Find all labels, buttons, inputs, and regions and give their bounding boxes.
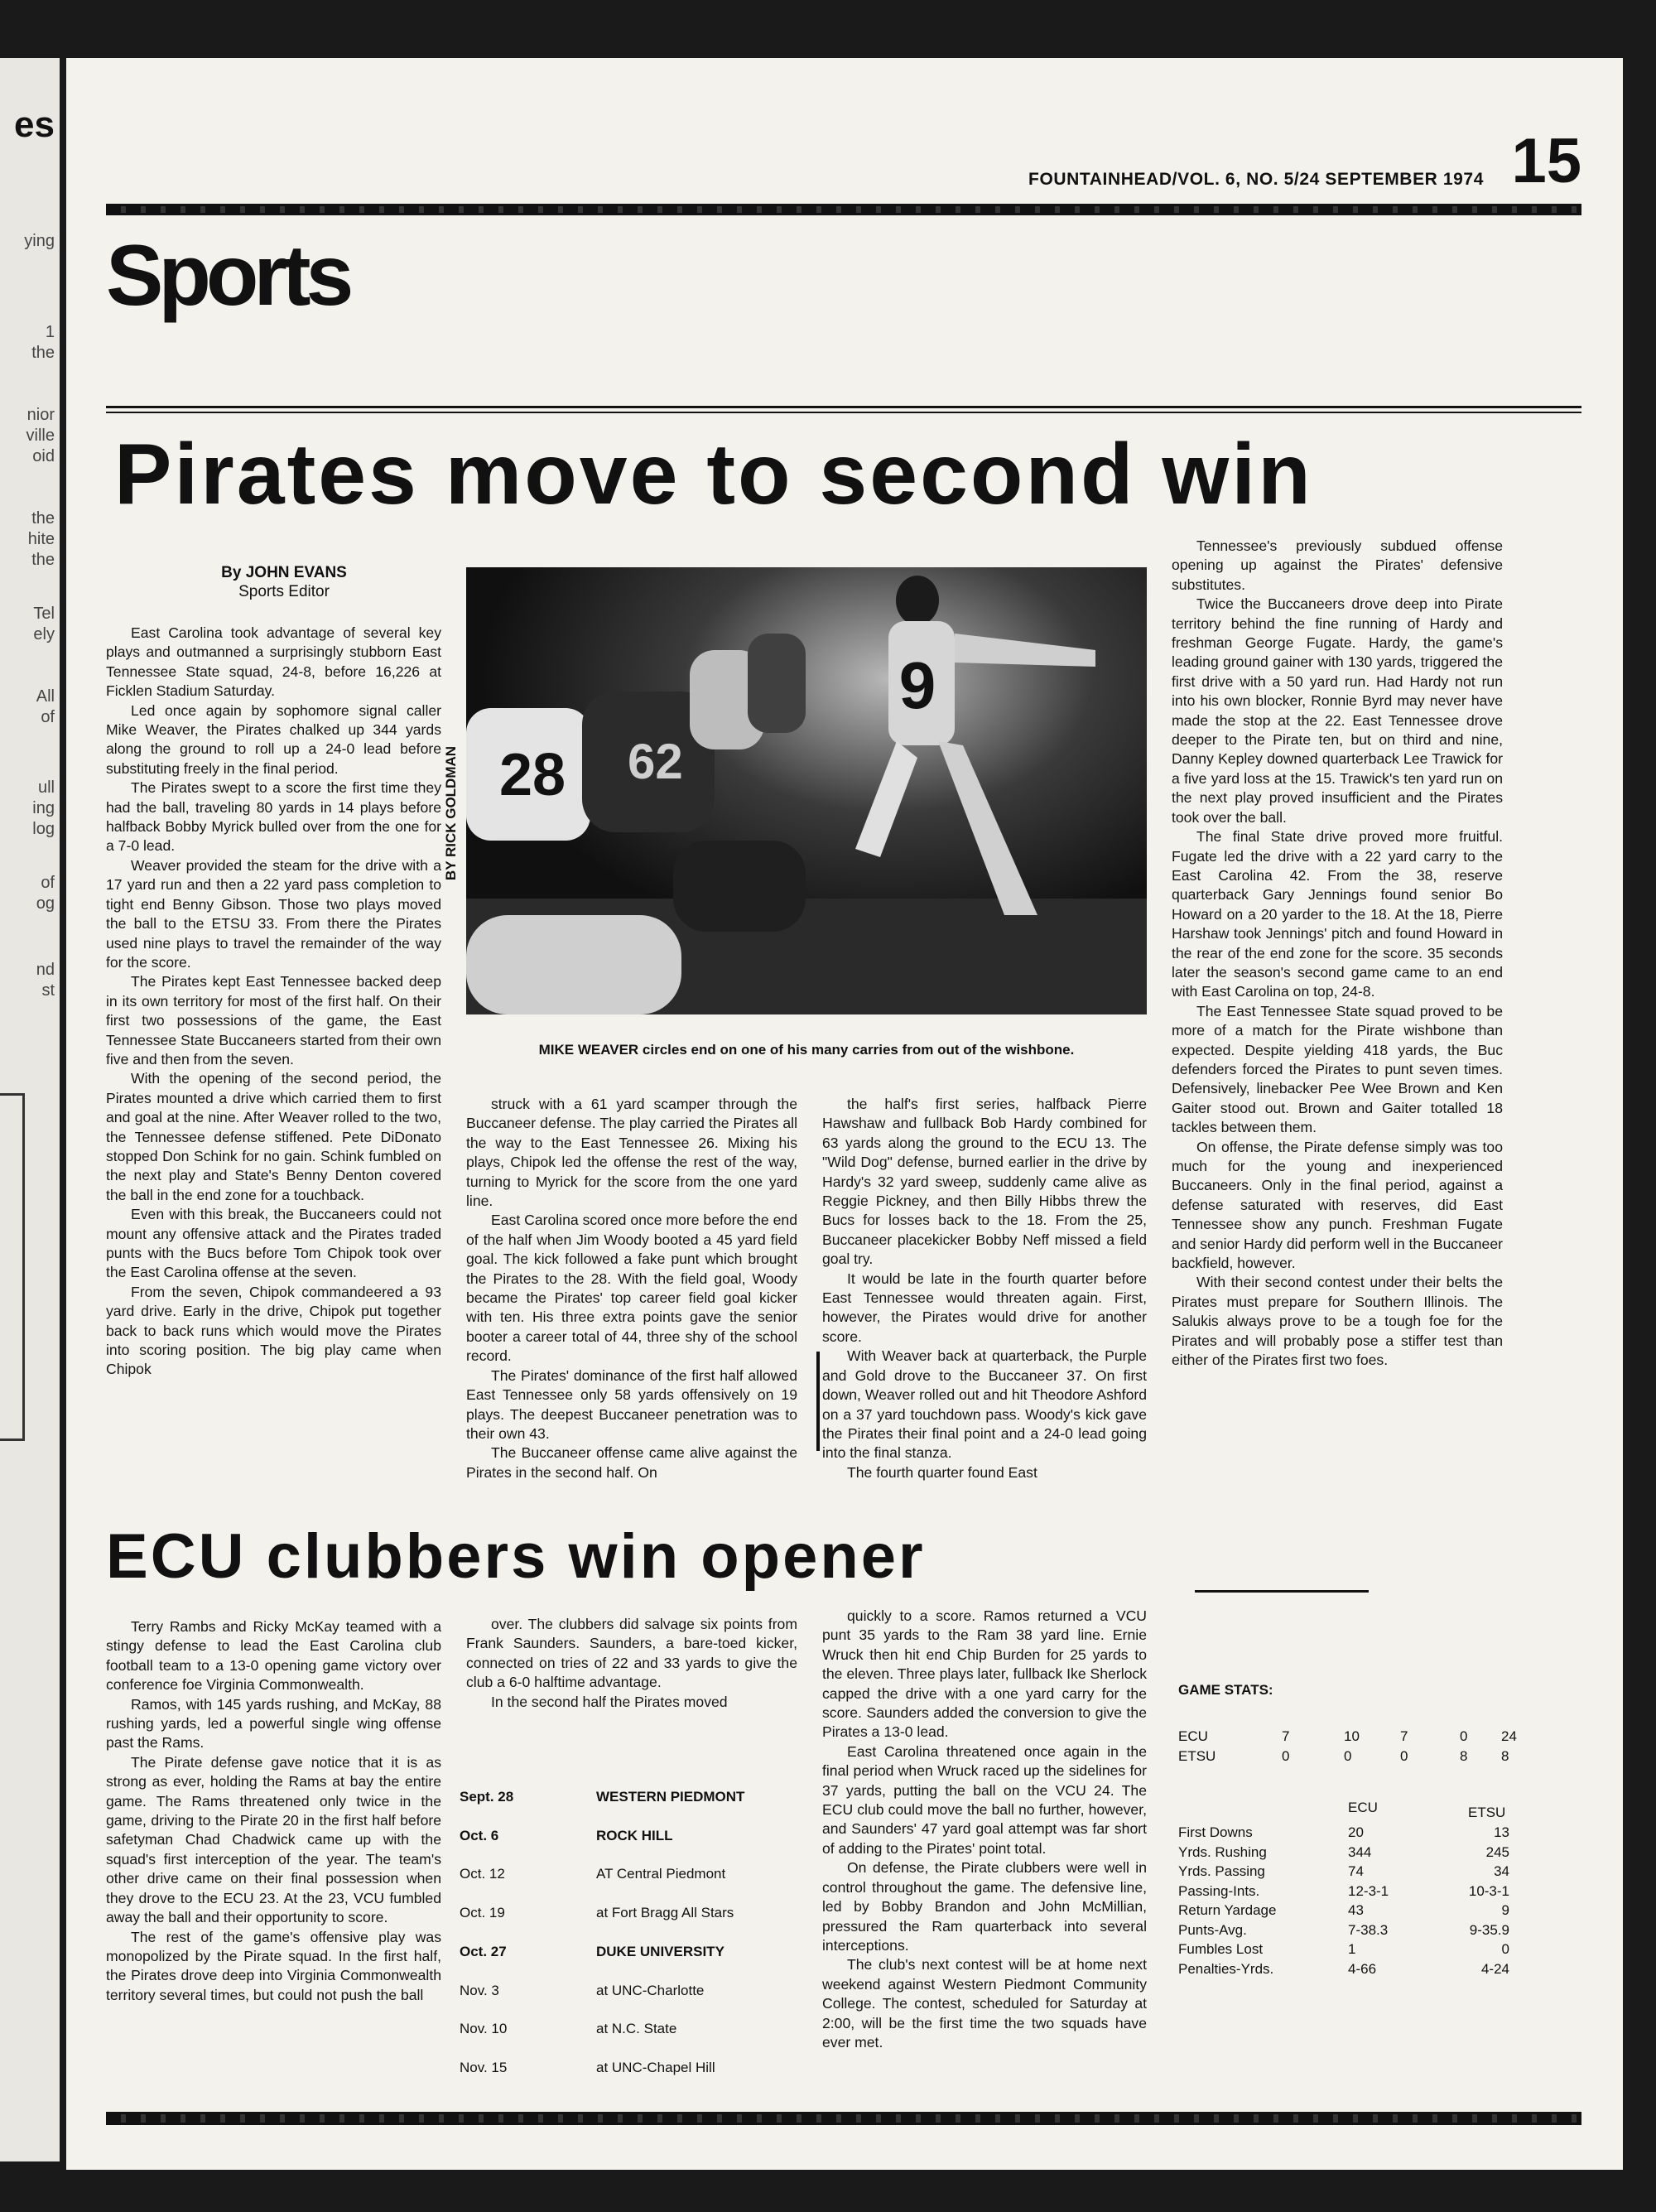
schedule-row <box>460 2021 799 2046</box>
paragraph: With their second contest under their belts the Pirates must prepare for Southern Illinois. The Salukis always prove to be a tough foe for the Pirates and will probably pose a stiffer test than either of the Pirates first two foes. <box>1172 1274 1503 1369</box>
schedule-date: Nov. 3 <box>460 1982 499 1998</box>
paragraph: Weaver provided the steam for the drive with a 17 yard run and then a 22 yard pass completion to tight end Benny Gibson. Those two plays moved the ball to the ETSU 33. From there the Pirates used nine plays to travel the remainder of the way for the score. <box>106 856 441 971</box>
stats-etsu-value: 10-3-1 <box>1468 1882 1509 1899</box>
paragraph: quickly to a score. Ramos returned a VCU punt 35 yards to the Ram 38 yard line. Ernie Wruck then hit end Chip Burden for 25 yards to the eleven. Three plays later, fullback Ike Sherlock capped the drive with a one yard carry for the score. Saunders added the conversion to give the Pirates a 13-0 lead. <box>822 1607 1147 1741</box>
paragraph: struck with a 61 yard scamper through the Buccaneer defense. The play carried the Pirates all the way to the East Tennessee 26. Mixing his plays, Chipok led the offense the rest of the way, turning to Myrick for the score from the one yard line. <box>466 1096 797 1210</box>
stats-etsu-value: 9-35.9 <box>1469 1921 1509 1938</box>
stats-ecu-value: 43 <box>1348 1902 1364 1918</box>
paragraph: East Carolina took advantage of several key plays and outmanned a surprisingly stubborn East Tennessee State squad, 24-8, before 16,226 at Ficklen Stadium Saturday. <box>106 624 441 700</box>
story2-column-2 <box>466 1615 797 1723</box>
quarter-score: 0 <box>1282 1748 1290 1764</box>
paragraph: The Pirates swept to a score the first time they had the ball, traveling 80 yards in 14 plays before halfback Bobby Myrick bulled over from the one for a 7-0 lead. <box>106 779 441 855</box>
photo-caption: MIKE WEAVER circles end on one of his many carries from out of the wishbone. <box>538 1042 1075 1058</box>
newspaper-page <box>66 58 1623 2170</box>
stats-divider <box>1195 1590 1369 1593</box>
adjacent-page-fragment: nd <box>36 961 55 979</box>
stats-row <box>1178 1901 1509 1921</box>
adjacent-page-fragment: of <box>41 708 55 726</box>
svg-text:62: 62 <box>628 734 683 789</box>
paragraph: Tennessee's previously subdued offense opening up against the Pirates' defensive substitutes. <box>1172 537 1503 593</box>
football-photo <box>466 567 1147 1014</box>
score-row <box>1178 1747 1509 1767</box>
schedule-row <box>460 1983 799 2007</box>
adjacent-page-fragment: og <box>36 894 55 913</box>
adjacent-page-fragment: es <box>14 104 55 145</box>
total-score: 8 <box>1501 1748 1509 1764</box>
paragraph: With Weaver back at quarterback, the Purple and Gold drove to the Buccaneer 37. On first down, Weaver rolled out and hit Theodore Ashford on a 37 yard touchdown pass. Woody's kick gave the Pirates their final point and a 24-0 lead going into the final stanza. <box>822 1347 1147 1462</box>
photo-illustration <box>466 567 1147 1014</box>
schedule-date: Sept. 28 <box>460 1789 514 1805</box>
adjacent-page-fragment: ville <box>26 426 55 445</box>
paragraph: Led once again by sophomore signal caller Mike Weaver, the Pirates chalked up 344 yards along the ground to roll up a 24-0 lead before substituting freely in the final period. <box>106 701 441 777</box>
schedule-date: Oct. 12 <box>460 1866 505 1882</box>
schedule-row <box>460 1789 799 1814</box>
schedule-row <box>460 1944 799 1969</box>
adjacent-page-fragment: log <box>32 820 55 838</box>
stats-ecu-value: 74 <box>1348 1863 1364 1879</box>
schedule-date: Oct. 27 <box>460 1943 507 1959</box>
adjacent-page-fragment: hite <box>27 530 55 548</box>
quarter-score: 7 <box>1400 1728 1408 1744</box>
top-rule <box>106 204 1581 215</box>
schedule-opponent: at Fort Bragg All Stars <box>596 1905 734 1921</box>
stats-ecu-value: 1 <box>1348 1941 1356 1957</box>
schedule-opponent: at UNC-Chapel Hill <box>596 2059 715 2075</box>
adjacent-page-fragment: All <box>36 687 55 706</box>
story1-column-4 <box>1172 537 1503 1511</box>
stats-label: Penalties-Yrds. <box>1178 1960 1274 1977</box>
stats-header-ecu: ECU <box>1348 1800 1378 1815</box>
byline-name: By JOHN EVANS <box>221 564 347 581</box>
stats-etsu-value: 4-24 <box>1480 1960 1509 1977</box>
schedule-date: Nov. 10 <box>460 2021 508 2037</box>
adjacent-page-strip <box>0 58 60 2161</box>
page-number: 15 <box>1511 126 1581 196</box>
adjacent-page-fragment: oid <box>32 447 55 465</box>
game-stats-title: GAME STATS: <box>1178 1682 1273 1698</box>
paragraph: The Pirates kept East Tennessee backed deep in its own territory for most of the first half. On their first two possessions of the game, the East Tennessee State Buccaneers started from their own five and then from the seven. <box>106 973 441 1067</box>
adjacent-page-fragment: ying <box>24 232 55 250</box>
story2-headline: ECU clubbers win opener <box>106 1521 926 1592</box>
stats-etsu-value: 0 <box>1501 1941 1509 1957</box>
photo-credit-text: BY RICK GOLDMAN <box>443 745 459 881</box>
story2-column-3 <box>822 1607 1147 2091</box>
story2-column-1 <box>106 1617 441 2089</box>
adjacent-page-fragment: Tel <box>33 605 55 623</box>
adjacent-page-fragment: the <box>31 551 55 569</box>
paragraph: The Buccaneer offense came alive against the Pirates in the second half. On <box>466 1444 797 1481</box>
paragraph: Terry Rambs and Ricky McKay teamed with a stingy defense to lead the East Carolina club football team to a 13-0 opening game victory over conference foe Virginia Commonwealth. <box>106 1618 441 1694</box>
paragraph: Even with this break, the Buccaneers could not mount any offensive attack and the Pirates traded punts with the Bucs before Tom Chipok took over the East Carolina offense at the seven. <box>106 1206 441 1281</box>
score-team: ECU <box>1178 1728 1208 1744</box>
svg-text:9: 9 <box>898 648 936 722</box>
story1-headline: Pirates move to second win <box>114 426 1313 523</box>
paragraph: The final State drive proved more fruitful. Fugate led the drive with a 22 yard carry to the East Carolina 42. From the 38, reserve quarterback Gary Jennings found senior Bo Howard on a 20 yarder to the 18. At the 18, Pierre Harshaw took Jennings' pitch and found Howard in the rear of the end zone for the score. 35 seconds later the season's second game came to an end with East Carolina on top, 24-8. <box>1172 828 1503 1000</box>
stats-label: Return Yardage <box>1178 1902 1277 1918</box>
quarter-score: 10 <box>1344 1728 1360 1744</box>
stats-label: Fumbles Lost <box>1178 1941 1264 1957</box>
bottom-rule <box>106 2112 1581 2125</box>
score-row <box>1178 1728 1517 1747</box>
stats-ecu-value: 7-38.3 <box>1348 1921 1389 1938</box>
story1-column-2 <box>466 1095 797 1509</box>
score-team: ETSU <box>1178 1748 1216 1764</box>
stats-etsu-value: 245 <box>1485 1843 1509 1860</box>
column-bracket <box>816 1352 820 1451</box>
stats-row <box>1178 1921 1509 1941</box>
paragraph: On defense, the Pirate clubbers were well in control throughout the game. The defensive line, led by Bobby Brandon and John McMillian, pressured the Ram quarterback into several interceptions. <box>822 1859 1147 1954</box>
schedule-row <box>460 1905 799 1930</box>
paragraph: Ramos, with 145 yards rushing, and McKay, 88 rushing yards, led a powerful single wing offense past the Rams. <box>106 1695 441 1752</box>
paragraph: the half's first series, halfback Pierre Hawshaw and fullback Bob Hardy combined for 63 yards along the ground to the ECU 13. The "Wild Dog" defense, burned earlier in the drive by Hardy's 32 yard sweep, suddenly came alive as Reggie Pickney, and then Billy Hibbs threw the Bucs for losses back to the 18. From the 25, Buccaneer placekicker Bobby Neff missed a field goal try. <box>822 1096 1147 1268</box>
stats-row <box>1178 1960 1509 1980</box>
adjacent-page-fragment: ely <box>33 625 55 643</box>
paragraph: The club's next contest will be at home next weekend against Western Piedmont Community College. The contest, scheduled for Saturday at 2:00, will be the first time the two squads have ever met. <box>822 1956 1147 2051</box>
schedule-date: Oct. 6 <box>460 1827 499 1843</box>
svg-text:28: 28 <box>499 742 566 808</box>
paragraph: In the second half the Pirates moved <box>491 1693 728 1710</box>
adjacent-page-fragment: ing <box>32 799 55 817</box>
schedule-opponent: at N.C. State <box>596 2021 677 2037</box>
quarter-score: 0 <box>1460 1728 1468 1744</box>
adjacent-page-box <box>0 1093 25 1441</box>
paragraph: The rest of the game's offensive play was monopolized by the Pirate squad. In the first half, the Pirates drove deep into Virginia Commonwealth territory several times, but could not push the ball <box>106 1928 441 2003</box>
stats-label: First Downs <box>1178 1824 1253 1840</box>
schedule-opponent: AT Central Piedmont <box>596 1866 726 1882</box>
quarter-score: 0 <box>1344 1748 1352 1764</box>
stats-etsu-value: 34 <box>1494 1863 1509 1879</box>
quarter-score: 0 <box>1400 1748 1408 1764</box>
paragraph: The Pirates' dominance of the first half allowed East Tennessee only 58 yards offensively on 19 plays. The deepest Buccaneer penetration was to their own 43. <box>466 1366 797 1442</box>
section-rule <box>106 406 1581 413</box>
schedule-opponent: ROCK HILL <box>596 1827 673 1843</box>
stats-header-etsu: ETSU <box>1468 1805 1506 1820</box>
section-title: Sports <box>106 228 349 324</box>
schedule-opponent: WESTERN PIEDMONT <box>596 1789 745 1805</box>
stats-row <box>1178 1882 1509 1902</box>
issue-line: FOUNTAINHEAD/VOL. 6, NO. 5/24 SEPTEMBER 1974 <box>1028 170 1484 189</box>
schedule-date: Nov. 15 <box>460 2059 508 2075</box>
quarter-score: 8 <box>1460 1748 1468 1764</box>
stats-etsu-value: 9 <box>1501 1902 1509 1918</box>
stats-ecu-value: 344 <box>1348 1843 1372 1860</box>
adjacent-page-fragment: st <box>41 981 55 1000</box>
paragraph: Twice the Buccaneers drove deep into Pirate territory behind the fine running of Hardy and freshman George Fugate. Hardy, the game's leading ground gainer with 130 yards, triggered the first drive with a 50 yard run. Had Hardy not run into his own blocker, Ronnie Byrd may never have made the stop at the 22. East Tennessee drove deeper to the Pirate ten, but on third and nine, Danny Kepley downed quarterback Lee Trawick for a five yard loss at the 15. Trawick's ten yard run on the next play proved insufficient and the Pirates took over the ball. <box>1172 595 1503 826</box>
photo-credit <box>440 729 462 903</box>
adjacent-page-fragment: ull <box>37 778 55 797</box>
stats-label: Yrds. Rushing <box>1178 1843 1267 1860</box>
stats-row <box>1178 1843 1509 1863</box>
story1-column-1 <box>106 624 441 1508</box>
total-score: 24 <box>1501 1728 1517 1744</box>
stats-ecu-value: 4-66 <box>1348 1960 1377 1977</box>
schedule-row <box>460 1828 799 1853</box>
stats-etsu-value: 13 <box>1494 1824 1509 1840</box>
paragraph: With the opening of the second period, the Pirates mounted a drive which carried them to first and goal at the nine. After Weaver rolled to the two, the Tennessee defense stiffened. Pete DiDonato stopped Don Schink for no gain. Schink fumbled on the next play and State's Benny Denton covered the ball in the end zone for a touchback. <box>106 1070 441 1203</box>
byline-title: Sports Editor <box>238 583 330 600</box>
schedule-row <box>460 2060 799 2084</box>
stats-row <box>1178 1824 1509 1843</box>
paragraph: The East Tennessee State squad proved to be more of a match for the Pirate wishbone than expected. Despite yielding 418 yards, the Buc defenders forced the Pirates to punt seven times. Defensively, linebacker Pee Wee Brown and Ken Gaiter stood out. Brown and Gaiter totalled 18 tackles between them. <box>1172 1002 1503 1136</box>
paragraph: From the seven, Chipok commandeered a 93 yard drive. Early in the drive, Chipok put together back to back runs which would move the Pirates into scoring position. The big play came when Chipok <box>106 1283 441 1378</box>
adjacent-page-fragment: the <box>31 509 55 528</box>
stats-ecu-value: 12-3-1 <box>1348 1882 1389 1899</box>
stats-label: Punts-Avg. <box>1178 1921 1247 1938</box>
schedule-opponent: DUKE UNIVERSITY <box>596 1943 724 1959</box>
paragraph: The Pirate defense gave notice that it is as strong as ever, holding the Rams at bay the entire game. The Rams threatened only twice in the game, driving to the Pirate 20 in the first half before safetyman Chad Chadwick came up with the squad's first interception of the year. The team's other drive came on their final possession when they drove to the ECU 23. At the 23, VCU fumbled away the ball and their opportunity to score. <box>106 1753 441 1926</box>
adjacent-page-fragment: the <box>31 344 55 362</box>
quarter-score: 7 <box>1282 1728 1290 1744</box>
paragraph: East Carolina scored once more before the end of the half when Jim Woody booted a 45 yard field goal. The kick followed a fake punt which brought the Pirates to the 28. With the field goal, Woody became the Pirates' top career field goal kicker with ten. His three extra points gave the senior booter a career total of 44, three shy of the school record. <box>466 1212 797 1365</box>
paragraph: The fourth quarter found East <box>847 1463 1037 1481</box>
adjacent-page-fragment: nior <box>26 406 55 424</box>
stats-header-row <box>1178 1799 1509 1819</box>
stats-label: Passing-Ints. <box>1178 1882 1260 1899</box>
story1-column-3 <box>822 1095 1147 1509</box>
schedule-opponent: at UNC-Charlotte <box>596 1982 705 1998</box>
stats-ecu-value: 20 <box>1348 1824 1364 1840</box>
stats-row <box>1178 1863 1509 1882</box>
adjacent-page-fragment: of <box>41 874 55 892</box>
stats-row <box>1178 1940 1509 1960</box>
adjacent-page-fragment: 1 <box>45 323 55 341</box>
schedule-date: Oct. 19 <box>460 1905 505 1921</box>
byline <box>106 563 462 601</box>
paragraph: over. The clubbers did salvage six points from Frank Saunders. Saunders, a bare-toed kicker, connected on tries of 22 and 33 yards to give the club a 6-0 halftime advantage. <box>466 1616 797 1691</box>
paragraph: It would be late in the fourth quarter before East Tennessee would threaten again. First, however, the Pirates would drive for another score. <box>822 1270 1147 1345</box>
schedule-row <box>460 1866 799 1891</box>
stats-label: Yrds. Passing <box>1178 1863 1265 1879</box>
paragraph: On offense, the Pirate defense simply was too much for the young and inexperienced Buccaneers. Only in the final period, against a defense saturated with reserves, did East Tennessee show any punch. Freshman Fugate and senior Hardy did perform well in the Buccaneer backfield, however. <box>1172 1138 1503 1272</box>
paragraph: East Carolina threatened once again in the final period when Wruck raced up the sidelines for 37 yards, putting the ball on the VCU 24. The ECU club could move the ball no further, however, and Saunders' 47 yard goal attempt was far short of adding to the Pirates' point total. <box>822 1742 1147 1857</box>
